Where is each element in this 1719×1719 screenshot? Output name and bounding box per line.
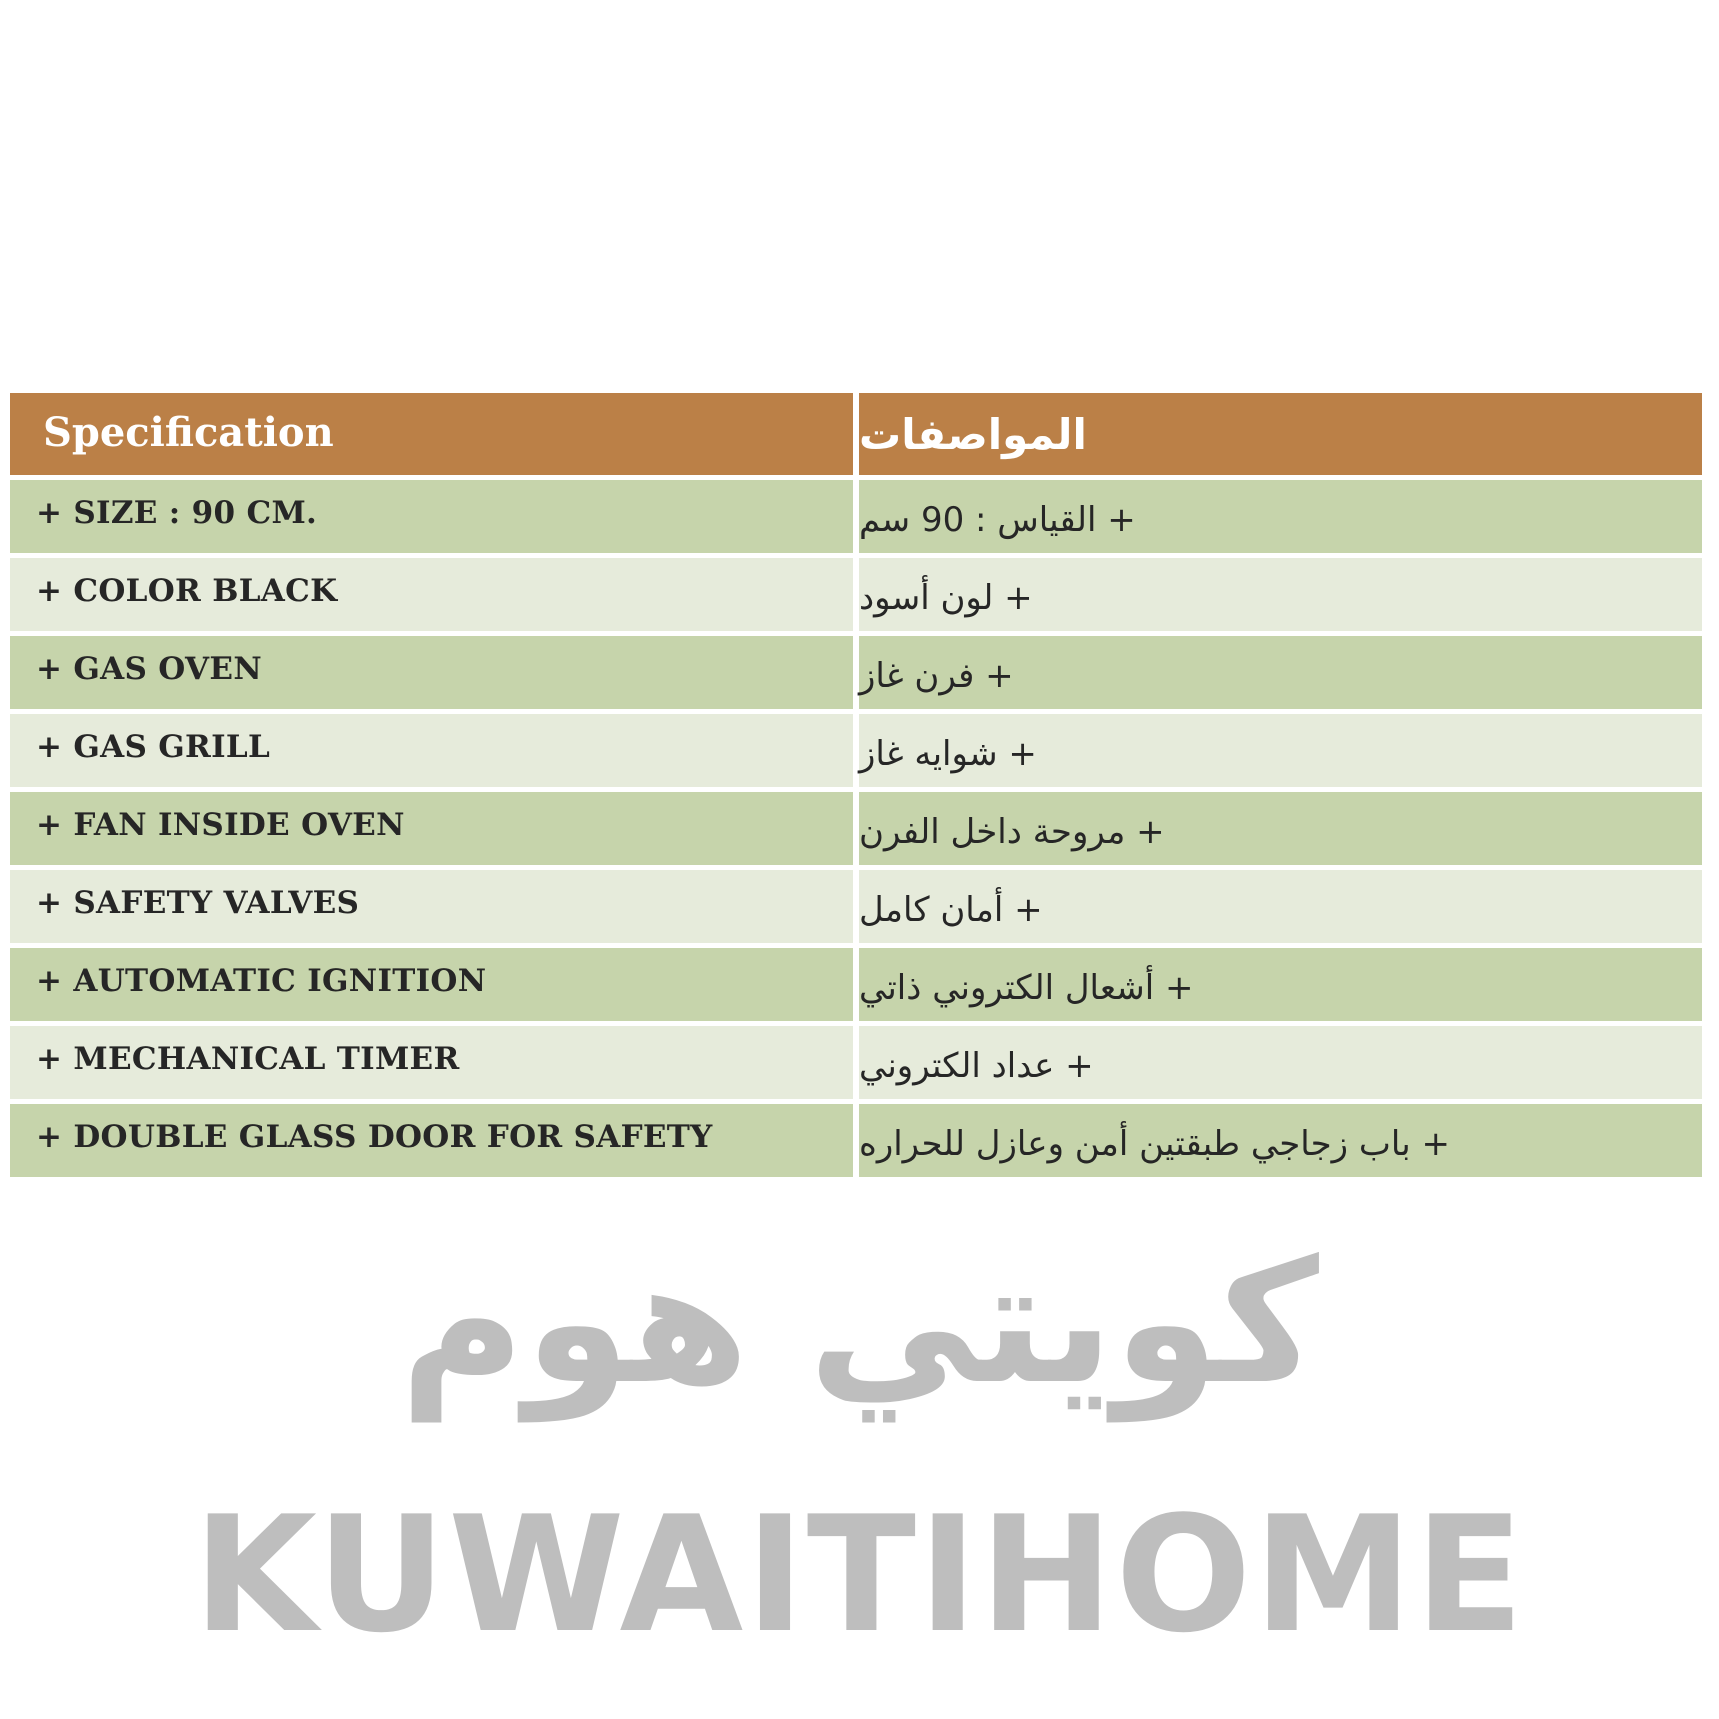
spec-arabic: + لون أسود [859,558,1702,631]
spec-arabic: + عداد الكتروني [859,1026,1702,1099]
table-row [10,1026,1702,1099]
spec-arabic: + باب زجاجي طبقتين أمن وعازل للحراره [859,1104,1702,1177]
spec-english: + DOUBLE GLASS DOOR FOR SAFETY [10,1104,853,1177]
table-row [10,636,1702,709]
spec-english: + COLOR BLACK [10,558,853,631]
spec-arabic: + أمان كامل [859,870,1702,943]
watermark-english: KUWAITIHOME [193,1481,1526,1668]
table-row [10,948,1702,1021]
spec-english: + SAFETY VALVES [10,870,853,943]
table-row [10,870,1702,943]
spec-arabic: + أشعال الكتروني ذاتي [859,948,1702,1021]
table-row [10,1104,1702,1177]
spec-english: + GAS OVEN [10,636,853,709]
spec-english: + MECHANICAL TIMER [10,1026,853,1099]
specification-table [10,393,1702,1177]
table-header-row [10,393,1702,475]
spec-arabic: + القياس : 90 سم [859,480,1702,553]
spec-english: + GAS GRILL [10,714,853,787]
spec-arabic: + فرن غاز [859,636,1702,709]
table-row [10,792,1702,865]
spec-english: + SIZE : 90 CM. [10,480,853,553]
spec-arabic: + مروحة داخل الفرن [859,792,1702,865]
table-row [10,714,1702,787]
spec-english: + FAN INSIDE OVEN [10,792,853,865]
table-row [10,480,1702,553]
watermark-arabic: كويتي هوم [400,1224,1319,1422]
header-arabic: المواصفات [859,393,1702,475]
header-english: Specification [10,393,853,475]
table-row [10,558,1702,631]
spec-arabic: + شوايه غاز [859,714,1702,787]
spec-english: + AUTOMATIC IGNITION [10,948,853,1021]
